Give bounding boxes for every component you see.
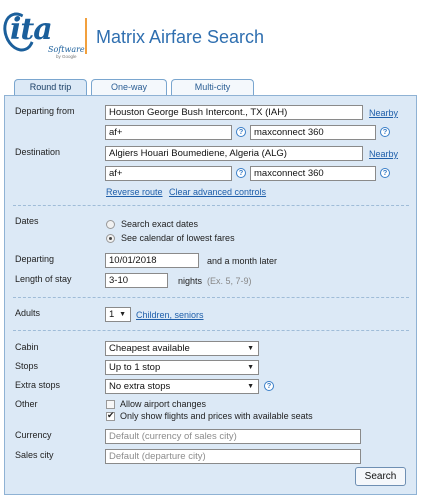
destination-routing-code-input[interactable]: af+ — [105, 166, 232, 181]
origin-extension-code-input[interactable]: maxconnect 360 — [250, 125, 376, 140]
destination-extension-code-input[interactable]: maxconnect 360 — [250, 166, 376, 181]
stops-label: Stops — [15, 361, 39, 371]
header-divider — [85, 18, 87, 54]
calendar-option-label: See calendar of lowest fares — [121, 233, 235, 243]
section-divider — [13, 205, 409, 206]
ita-software-logo — [4, 12, 84, 60]
clear-advanced-controls-link[interactable]: Clear advanced controls — [169, 187, 267, 197]
section-divider — [13, 330, 409, 331]
sales-city-input[interactable]: Default (departure city) — [105, 449, 361, 464]
origin-input[interactable]: Houston George Bush Intercont., TX (IAH) — [105, 105, 363, 120]
origin-nearby-link[interactable]: Nearby — [369, 108, 399, 118]
departing-from-label: Departing from — [15, 106, 75, 116]
cabin-select-value: Cheapest available — [109, 343, 190, 354]
search-button[interactable]: Search — [355, 467, 406, 486]
sales-city-label: Sales city — [15, 450, 54, 460]
extra-stops-label: Extra stops — [15, 380, 61, 390]
departing-date-input[interactable]: 10/01/2018 — [105, 253, 199, 268]
cabin-label: Cabin — [15, 342, 39, 352]
tab-one-way[interactable]: One-way — [91, 79, 167, 95]
radio-exact-dates[interactable] — [106, 220, 115, 229]
question-circle-icon[interactable]: ? — [380, 127, 390, 137]
nights-unit-label: nights — [178, 276, 203, 286]
stops-select-value: Up to 1 stop — [109, 362, 161, 373]
logo-software-text: Software — [48, 45, 85, 54]
destination-input[interactable]: Algiers Houari Boumediene, Algeria (ALG) — [105, 146, 363, 161]
exact-dates-option-label: Search exact dates — [121, 219, 199, 229]
extra-stops-select[interactable] — [105, 379, 259, 394]
currency-input[interactable]: Default (currency of sales city) — [105, 429, 361, 444]
currency-label: Currency — [15, 430, 52, 440]
departing-label: Departing — [15, 254, 55, 264]
length-of-stay-label: Length of stay — [15, 274, 72, 284]
page-title: Matrix Airfare Search — [96, 27, 265, 47]
extra-stops-select-value: No extra stops — [109, 381, 171, 392]
allow-airport-changes-label: Allow airport changes — [120, 399, 207, 409]
adults-label: Adults — [15, 308, 41, 318]
chevron-down-icon: ▼ — [247, 364, 254, 371]
only-available-seats-label: Only show flights and prices with available seats — [120, 411, 313, 421]
departing-note: and a month later — [207, 256, 278, 266]
logo-ita-text: ita — [10, 12, 52, 47]
radio-calendar-lowest-fares[interactable] — [106, 234, 115, 243]
destination-nearby-link[interactable]: Nearby — [369, 149, 399, 159]
chevron-down-icon: ▼ — [247, 383, 254, 390]
question-circle-icon[interactable]: ? — [264, 381, 274, 391]
question-circle-icon[interactable]: ? — [236, 127, 246, 137]
origin-routing-code-input[interactable]: af+ — [105, 125, 232, 140]
tab-multi-city[interactable]: Multi-city — [171, 79, 254, 95]
logo-by-google-text: by Google — [56, 54, 77, 59]
chevron-down-icon: ▼ — [247, 345, 254, 352]
cabin-select[interactable] — [105, 341, 259, 356]
section-divider — [13, 297, 409, 298]
search-form-panel — [4, 95, 417, 495]
header — [0, 0, 422, 72]
stops-select[interactable] — [105, 360, 259, 375]
only-available-seats-checkbox[interactable] — [106, 412, 115, 421]
dates-label: Dates — [15, 216, 39, 226]
allow-airport-changes-checkbox[interactable] — [106, 400, 115, 409]
reverse-route-link[interactable]: Reverse route — [106, 187, 163, 197]
chevron-down-icon: ▼ — [119, 311, 126, 318]
children-seniors-link[interactable]: Children, seniors — [136, 310, 204, 320]
adults-select[interactable] — [105, 307, 131, 322]
question-circle-icon[interactable]: ? — [236, 168, 246, 178]
length-of-stay-input[interactable]: 3-10 — [105, 273, 168, 288]
destination-label: Destination — [15, 147, 61, 157]
question-circle-icon[interactable]: ? — [380, 168, 390, 178]
length-of-stay-hint: (Ex. 5, 7-9) — [207, 276, 252, 286]
adults-select-value: 1 — [109, 309, 115, 320]
other-label: Other — [15, 399, 38, 409]
tab-round-trip[interactable]: Round trip — [14, 79, 87, 96]
